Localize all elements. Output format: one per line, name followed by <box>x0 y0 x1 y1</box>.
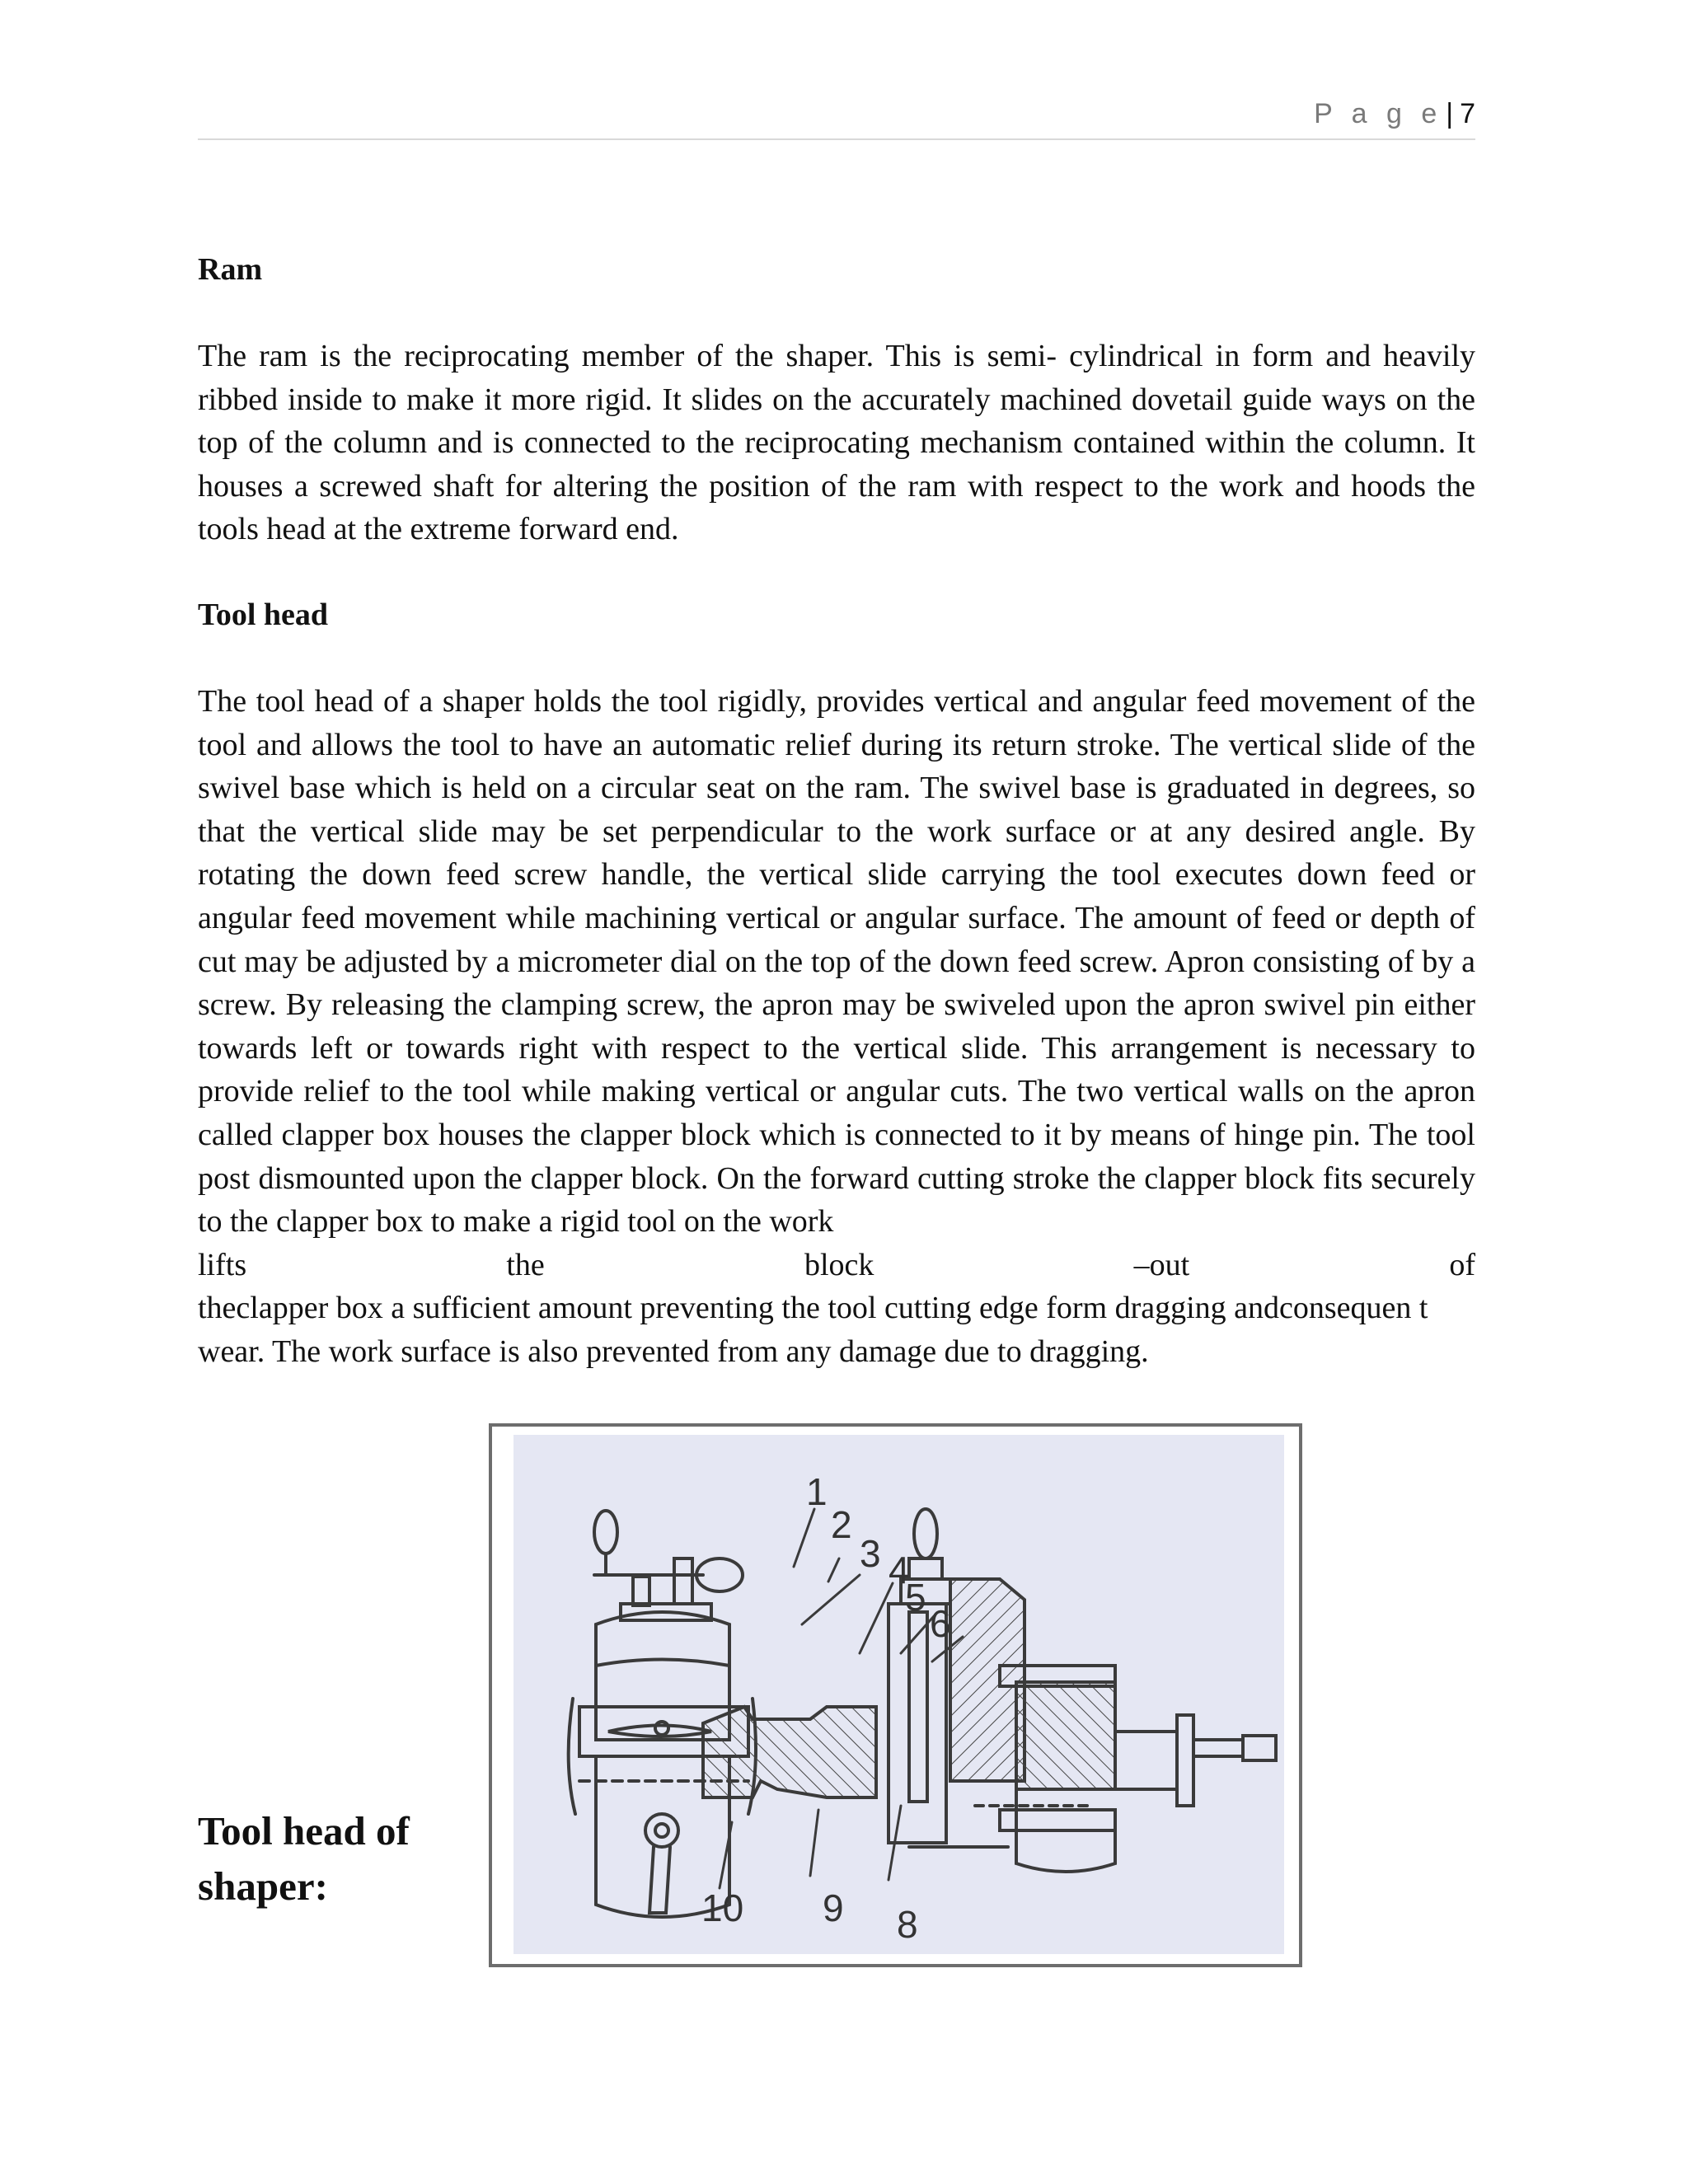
page-number-label <box>1314 97 1475 130</box>
callout-2: 2 <box>831 1503 852 1546</box>
page-header <box>198 97 1475 140</box>
heading-ram: Ram <box>198 252 263 287</box>
paragraph-tool-head-tail: theclapper box a sufficient amount preventing the tool cutting edge form dragging andconsequen t wear. The work surface is also prevented from any damage due to dragging. <box>198 1291 1428 1369</box>
callout-10: 10 <box>701 1886 744 1929</box>
heading-tool-head: Tool head <box>198 597 329 632</box>
spread-word: the <box>506 1247 545 1282</box>
callout-1: 1 <box>806 1470 828 1513</box>
callout-5: 5 <box>905 1576 926 1619</box>
tool-head-figure <box>489 1423 1302 1967</box>
page-separator: | <box>1446 98 1454 129</box>
spread-word: –out <box>1133 1247 1190 1282</box>
callout-3: 3 <box>860 1532 881 1575</box>
section-view <box>703 1509 1276 1888</box>
tool-head-drawing <box>513 1435 1284 1954</box>
callout-4: 4 <box>889 1549 910 1591</box>
page-word: P a g e <box>1314 98 1443 129</box>
document-body <box>198 247 1475 1373</box>
page-number: 7 <box>1460 98 1475 129</box>
callout-8: 8 <box>897 1903 918 1946</box>
spread-word: lifts <box>198 1247 247 1282</box>
paragraph-ram: The ram is the reciprocating member of the shaper. This is semi- cylindrical in form and heavily ribbed inside to make it more rigid. It slides on the accurately machined dovetail guide ways on the top of the column and is connected to the reciprocating mechanism contained within the column. It houses a screwed shaft for altering the position of the ram with respect to the work and hoods the tools head at the extreme forward end. <box>198 339 1475 547</box>
callout-9: 9 <box>823 1886 844 1929</box>
figure-caption: Tool head of shaper: <box>198 1808 410 1909</box>
spread-line <box>198 1244 1475 1287</box>
spread-word: block <box>804 1247 874 1282</box>
paragraph-tool-head: The tool head of a shaper holds the tool rigidly, provides vertical and angular feed movement of the tool and allows the tool to have an automatic relief during its return stroke. The vertical slide of the swivel base which is held on a circular seat on the ram. The swivel base is graduated in degrees, so that the vertical slide may be set perpendicular to the work surface or at any desired angle. By rotating the down feed screw handle, the vertical slide carrying the tool executes down feed or angular feed movement while machining vertical or angular surface. The amount of feed or depth of cut may be adjusted by a micrometer dial on the top of the down feed screw. Apron consisting of by a screw. By releasing the clamping screw, the apron may be swiveled upon the apron swivel pin either towards left or towards right with respect to the vertical slide. This arrangement is necessary to provide relief to the tool while making vertical or angular cuts. The two vertical walls on the apron called clapper box houses the clapper block which is connected to it by means of hinge pin. The tool post dismounted upon the clapper block. On the forward cutting stroke the clapper block fits securely to the clapper box to make a rigid tool on the work <box>198 683 1475 1240</box>
callout-6: 6 <box>930 1602 951 1645</box>
spread-word: of <box>1449 1247 1475 1282</box>
